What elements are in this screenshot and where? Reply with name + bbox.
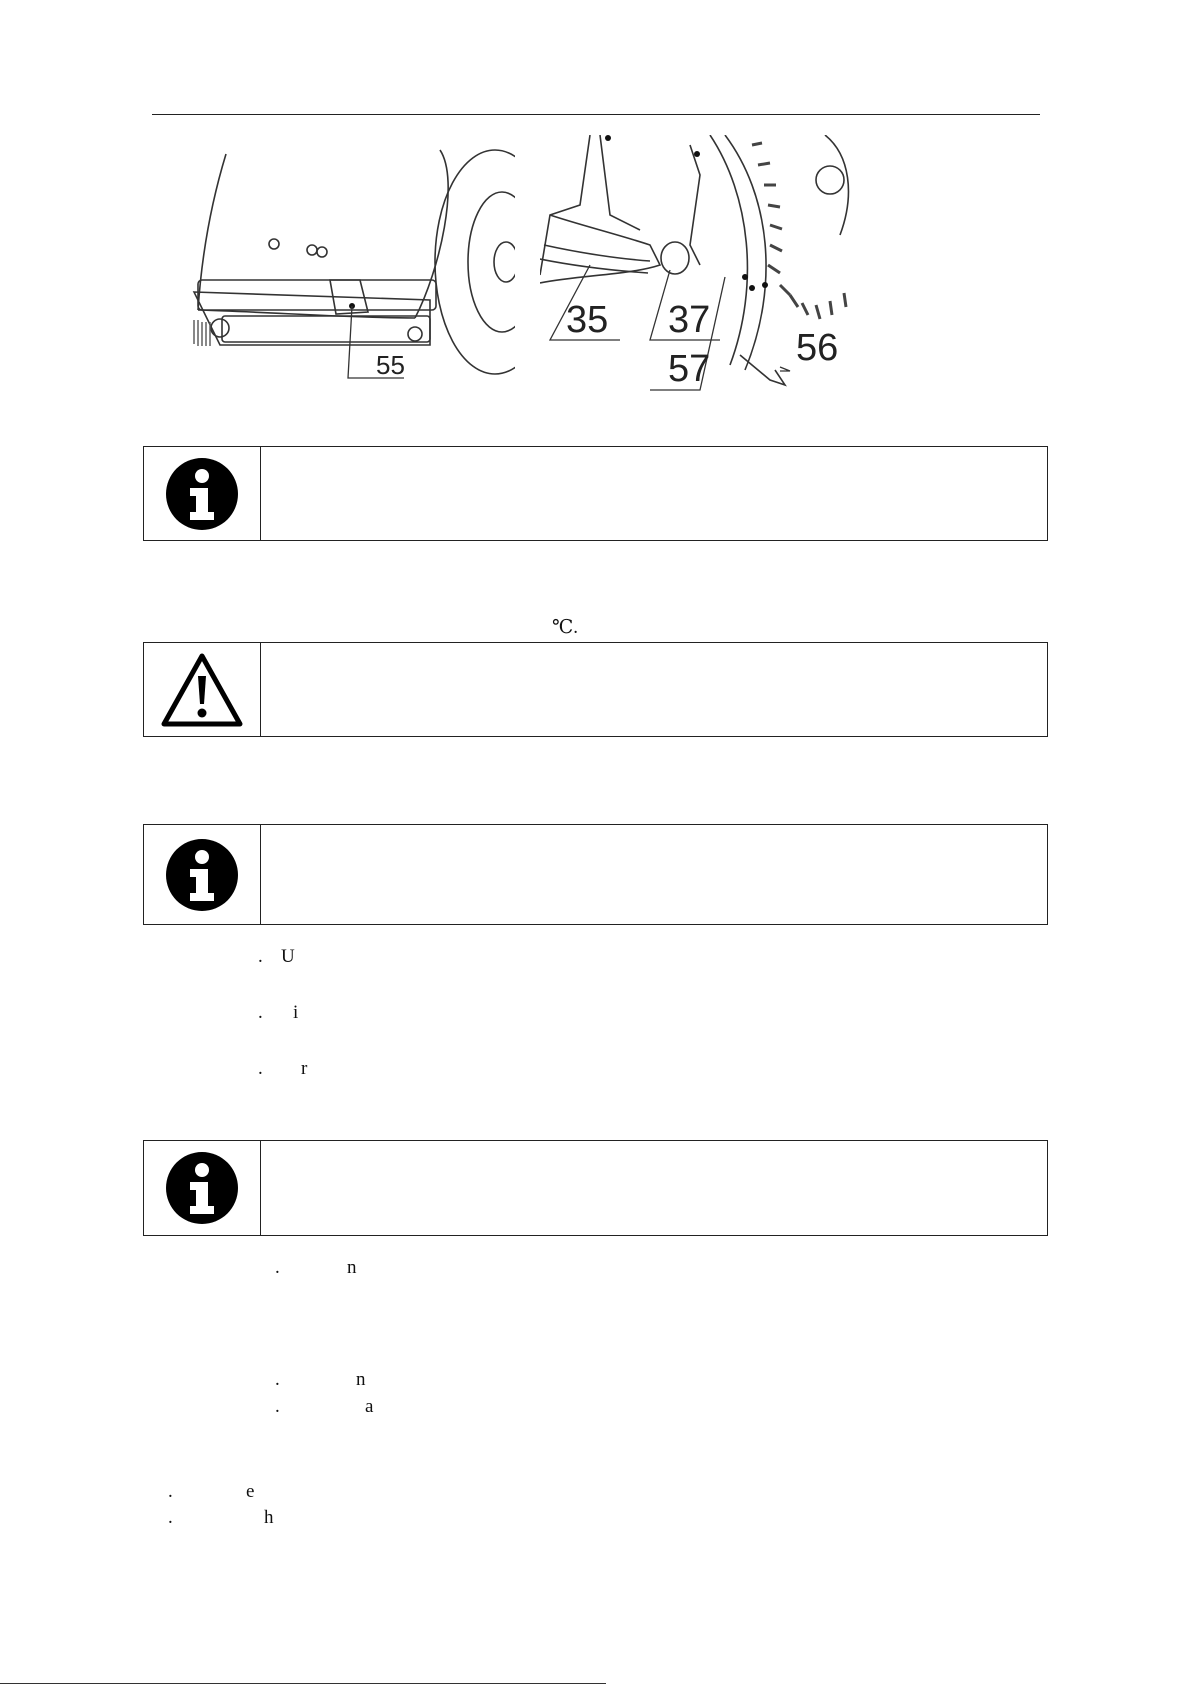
callout-57: 57: [668, 348, 711, 390]
list-item-text: h: [264, 1507, 274, 1528]
list-item-bullet: .: [168, 1507, 173, 1528]
callout-37: 37: [668, 299, 711, 341]
info-notice-1: [143, 446, 1048, 541]
list-item-bullet: .: [275, 1257, 280, 1278]
figure-brush-detail-view: [540, 135, 855, 397]
callout-56: 56: [796, 327, 839, 369]
list-item-text: U: [281, 946, 295, 967]
footer-rule: [0, 1683, 606, 1684]
notice-icon-cell: [144, 1141, 261, 1235]
list-item-text: a: [365, 1396, 374, 1417]
list-item-text: n: [347, 1257, 357, 1278]
list-item-bullet: .: [258, 1002, 263, 1023]
info-icon: [165, 457, 239, 531]
notice-icon-cell: [144, 825, 261, 924]
callout-35: 35: [566, 299, 609, 341]
list-item-text: n: [356, 1369, 366, 1390]
list-item-bullet: .: [258, 1058, 263, 1079]
temperature-unit: ℃.: [552, 617, 579, 638]
list-item-bullet: .: [275, 1396, 280, 1417]
warning-notice: [143, 642, 1048, 737]
info-icon: [165, 1151, 239, 1225]
notice-icon-cell: [144, 643, 261, 736]
list-item-bullet: .: [275, 1369, 280, 1390]
list-item-bullet: .: [168, 1481, 173, 1502]
list-item-bullet: .: [258, 946, 263, 967]
notice-icon-cell: [144, 447, 261, 540]
list-item-text: e: [246, 1481, 255, 1502]
header-rule: [152, 114, 1040, 115]
callout-55: 55: [376, 350, 405, 380]
info-notice-3: [143, 1140, 1048, 1236]
info-notice-2: [143, 824, 1048, 925]
list-item-text: r: [301, 1058, 308, 1079]
warning-icon: [160, 652, 244, 728]
list-item-text: i: [293, 1002, 299, 1023]
figure-squeegee-side-view: [190, 140, 515, 402]
info-icon: [165, 838, 239, 912]
